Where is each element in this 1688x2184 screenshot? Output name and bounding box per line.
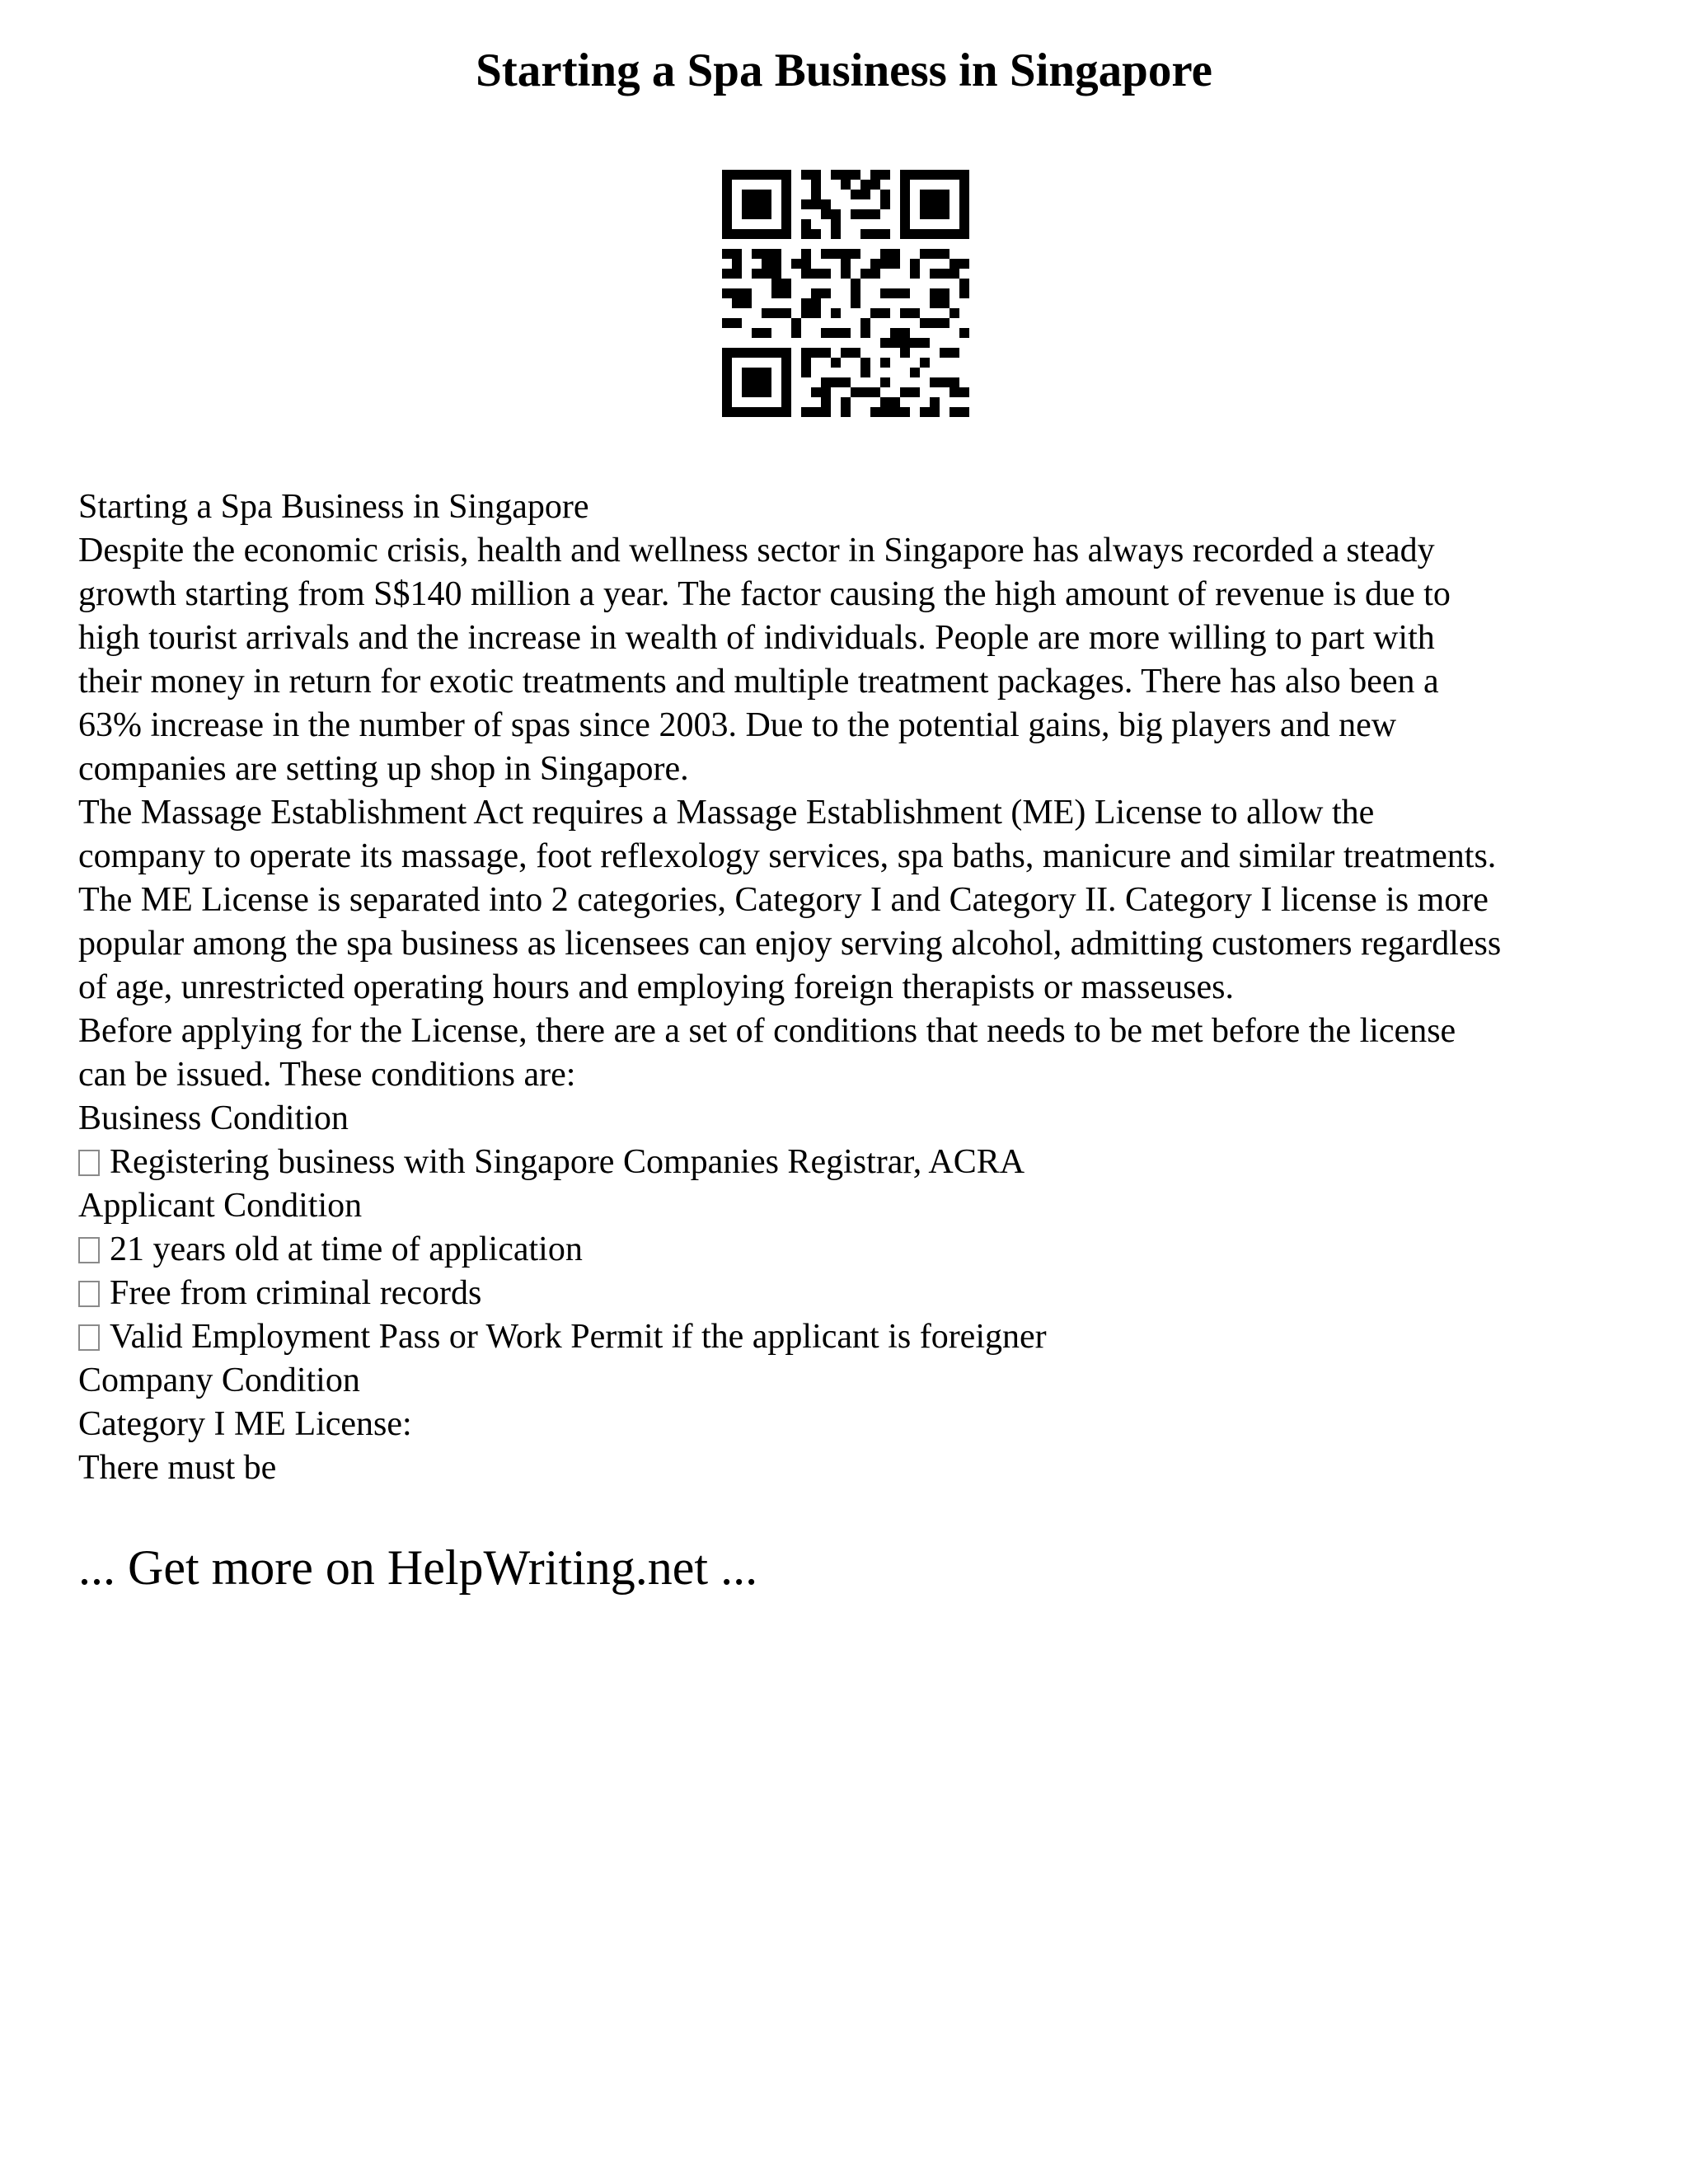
list-item xyxy=(78,1141,1628,1184)
body-line: Despite the economic crisis, health and wellness sector in Singapore has always recorded a steady xyxy=(78,532,1435,569)
list-item xyxy=(78,1272,1628,1315)
applicant-condition-heading: Applicant Condition xyxy=(78,1187,363,1225)
body-line: Before applying for the License, there are a set of conditions that needs to be met before the license xyxy=(78,1012,1456,1050)
body-line: companies are setting up shop in Singapore. xyxy=(78,750,689,788)
missing-glyph-bullet-icon xyxy=(78,1237,100,1263)
body-line: can be issued. These conditions are: xyxy=(78,1056,576,1094)
body-line: Starting a Spa Business in Singapore xyxy=(78,488,589,526)
list-item xyxy=(78,1228,1628,1272)
missing-glyph-bullet-icon xyxy=(78,1150,100,1176)
body-line: their money in return for exotic treatments and multiple treatment packages. There has also been a xyxy=(78,663,1439,701)
body-line: 63% increase in the number of spas since 2003. Due to the potential gains, big players and new xyxy=(78,706,1397,744)
list-item xyxy=(78,1315,1628,1359)
body-line: of age, unrestricted operating hours and employing foreign therapists or masseuses. xyxy=(78,968,1234,1006)
body-line: The ME License is separated into 2 categories, Category I and Category II. Category I license is more xyxy=(78,881,1489,919)
list-item-text: 21 years old at time of application xyxy=(110,1230,583,1268)
list-item-text: Valid Employment Pass or Work Permit if the applicant is foreigner xyxy=(110,1318,1047,1356)
body-line: The Massage Establishment Act requires a Massage Establishment (ME) License to allow the xyxy=(78,794,1375,832)
body-line: high tourist arrivals and the increase in wealth of individuals. People are more willing to part with xyxy=(78,619,1435,657)
truncated-final-line: There must be xyxy=(78,1449,277,1487)
document-title: Starting a Spa Business in Singapore xyxy=(476,45,1212,96)
business-condition-heading: Business Condition xyxy=(78,1099,349,1137)
missing-glyph-bullet-icon xyxy=(78,1324,100,1351)
body-line: popular among the spa business as licensees can enjoy serving alcohol, admitting customers regardless xyxy=(78,925,1502,963)
body-line: growth starting from S$140 million a year. The factor causing the high amount of revenue is due to xyxy=(78,575,1451,613)
body-line: company to operate its massage, foot reflexology services, spa baths, manicure and similar treatments. xyxy=(78,837,1497,875)
missing-glyph-bullet-icon xyxy=(78,1281,100,1307)
company-condition-heading: Company Condition xyxy=(78,1361,360,1399)
category-license-line: Category I ME License: xyxy=(78,1405,412,1443)
list-item-text: Registering business with Singapore Companies Registrar, ACRA xyxy=(110,1143,1025,1181)
get-more-link[interactable]: ... Get more on HelpWriting.net ... xyxy=(78,1540,758,1595)
qr-code-icon xyxy=(722,170,969,417)
list-item-text: Free from criminal records xyxy=(110,1274,482,1312)
document-body xyxy=(78,485,1628,1490)
qr-code-image xyxy=(722,170,969,417)
